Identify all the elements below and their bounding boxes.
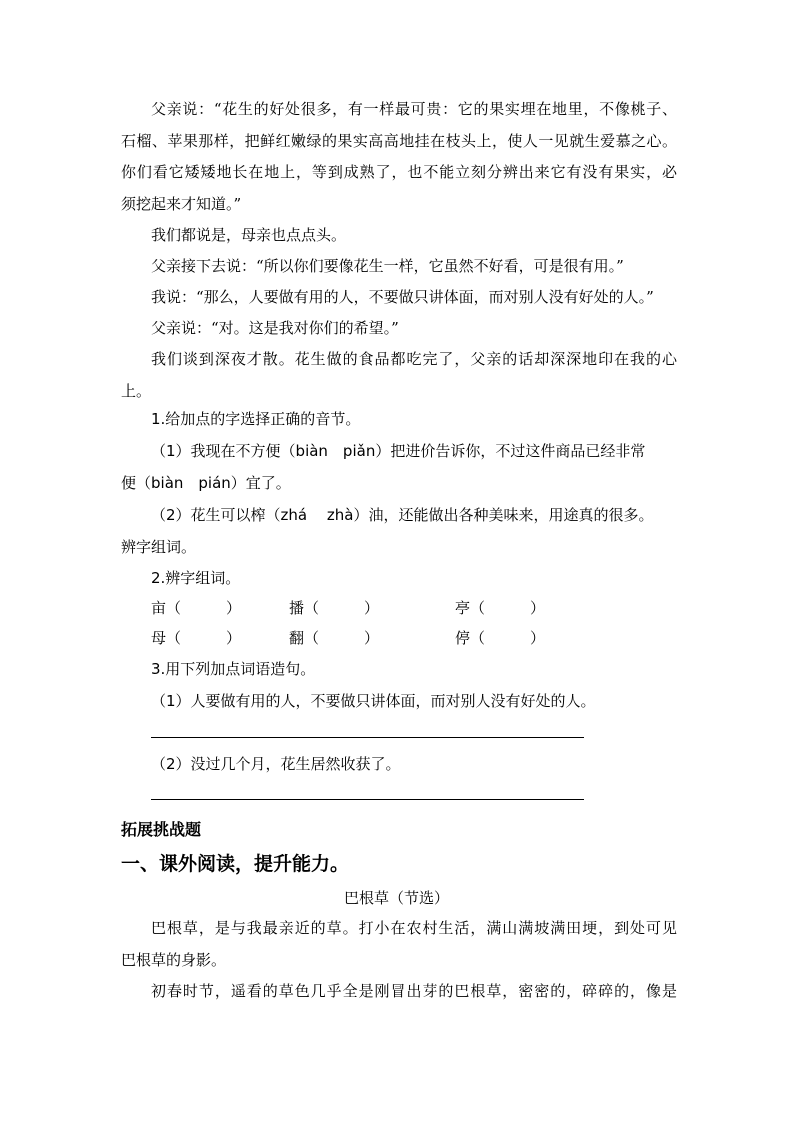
word-blank-row-1-col-1[interactable]: 亩（ ） (151, 599, 242, 617)
question-1-title: 1.给加点的字选择正确的音节。 (151, 410, 361, 428)
reading-paragraph-2 (121, 976, 677, 1008)
word-blank-row-2-col-2[interactable]: 翻（ ） (289, 629, 380, 647)
word-blank-row-1-col-3[interactable]: 亭（ ） (455, 599, 546, 617)
story-paragraph-4 (121, 282, 677, 314)
section-heading: 一、课外阅读，提升能力。 (121, 853, 350, 875)
text-line: 我们都说是，母亲也点点头。 (151, 226, 347, 244)
question-3-title: 3.用下列加点词语造句。 (151, 660, 316, 678)
text-line: 巴根草的身影。 (121, 950, 227, 969)
word-blank-row-2-col-3[interactable]: 停（ ） (455, 629, 546, 647)
story-paragraph-3 (121, 251, 677, 283)
word-blank-row-2-col-1[interactable]: 母（ ） (151, 629, 242, 647)
answer-line-2[interactable] (151, 799, 584, 800)
story-paragraph-5 (121, 313, 677, 345)
text-line: 我们谈到深夜才散。花生做的食品都吃完了，父亲的话却深深地印在我的心 (151, 350, 677, 368)
reading-title: 巴根草（节选） (343, 889, 449, 907)
story-paragraph-6 (121, 344, 677, 407)
text-line: 石榴、苹果那样，把鲜红嫩绿的果实高高地挂在枝头上，使人一见就生爱慕之心。 (121, 131, 677, 150)
reading-paragraph-1 (121, 913, 677, 976)
question-1-item-2: （2）花生可以榨（zhá zhà）油，还能做出各种美味来，用途真的很多。 (151, 506, 654, 524)
question-2-title: 2.辨字组词。 (151, 569, 241, 587)
text-line: 父亲说：“花生的好处很多，有一样最可贵：它的果实埋在地里，不像桃子、 (151, 100, 677, 118)
text-line: 须挖起来才知道。” (121, 194, 242, 213)
text-line: 上。 (121, 381, 152, 400)
text-line: 父亲接下去说：“所以你们要像花生一样，它虽然不好看，可是很有用。” (151, 257, 624, 275)
text-line: 你们看它矮矮地长在地上，等到成熟了，也不能立刻分辨出来它有没有果实，必 (121, 163, 677, 181)
question-3-item-1: （1）人要做有用的人，不要做只讲体面，而对别人没有好处的人。 (151, 692, 596, 710)
section-label: 拓展挑战题 (121, 820, 202, 839)
word-blank-row-1-col-2[interactable]: 播（ ） (289, 599, 380, 617)
story-paragraph-2 (121, 220, 677, 252)
question-1-item-1-line-1: （1）我现在不方便（biàn piǎn）把进价告诉你，不过这件商品已经非常 (151, 442, 646, 460)
question-3-item-2: （2）没过几个月，花生居然收获了。 (151, 755, 401, 773)
text-line: 巴根草，是与我最亲近的草。打小在农村生活，满山满坡满田埂，到处可见 (151, 919, 677, 937)
answer-line-1[interactable] (151, 737, 584, 738)
text-line: 初春时节，遥看的草色几乎全是刚冒出芽的巴根草，密密的，碎碎的，像是 (151, 982, 677, 1000)
text-line: 父亲说：“对。这是我对你们的希望。” (151, 319, 399, 337)
question-1-item-1-line-2: 便（biàn pián）宜了。 (121, 474, 291, 492)
story-paragraph-1 (121, 94, 677, 220)
text-line: 我说：“那么，人要做有用的人，不要做只讲体面，而对别人没有好处的人。” (151, 288, 654, 306)
question-1-item-2-note: 辨字组词。 (121, 538, 197, 556)
